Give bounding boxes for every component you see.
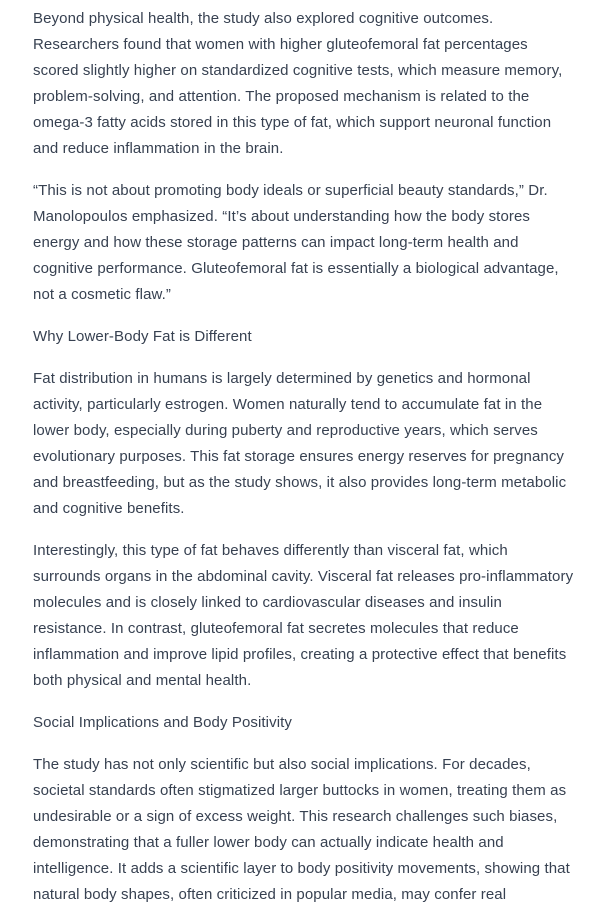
text-line: The study has not only scientific but also social implications. For decades,	[33, 756, 531, 773]
paragraph-fat-distribution	[33, 366, 580, 522]
text-line: surrounds organs in the abdominal cavity. Visceral fat releases pro-inflammatory	[33, 568, 574, 585]
text-line: problem-solving, and attention. The proposed mechanism is related to the	[33, 88, 530, 105]
text-line: activity, particularly estrogen. Women naturally tend to accumulate fat in the	[33, 396, 543, 413]
text-line: molecules and is closely linked to cardiovascular diseases and insulin	[33, 594, 502, 611]
text-line: “This is not about promoting body ideals or superficial beauty standards,” Dr.	[33, 182, 548, 199]
text-line: cognitive performance. Gluteofemoral fat is essentially a biological advantage,	[33, 260, 559, 277]
text-line: intelligence. It adds a scientific layer to body positivity movements, showing that	[33, 860, 570, 877]
text-line: societal standards often stigmatized larger buttocks in women, treating them as	[33, 782, 567, 799]
text-line: Interestingly, this type of fat behaves differently than visceral fat, which	[33, 542, 508, 559]
text-line: resistance. In contrast, gluteofemoral fat secretes molecules that reduce	[33, 620, 519, 637]
section-heading-lower-body-fat: Why Lower-Body Fat is Different	[33, 328, 252, 345]
text-line: Fat distribution in humans is largely determined by genetics and hormonal	[33, 370, 531, 387]
text-line: inflammation and improve lipid profiles, creating a protective effect that benefits	[33, 646, 567, 663]
text-line: lower body, especially during puberty and reproductive years, which serves	[33, 422, 538, 439]
text-line: undesirable or a sign of excess weight. This research challenges such biases,	[33, 808, 558, 825]
text-line: omega-3 fatty acids stored in this type of fat, which support neuronal function	[33, 114, 552, 131]
text-line: natural body shapes, often criticized in popular media, may confer real	[33, 886, 507, 903]
text-line: energy and how these storage patterns can impact long-term health and	[33, 234, 519, 251]
section-heading-social-implications: Social Implications and Body Positivity	[33, 714, 293, 731]
text-line: evolutionary purposes. This fat storage ensures energy reserves for pregnancy	[33, 448, 565, 465]
paragraph-visceral-fat	[33, 538, 580, 694]
text-line: and cognitive benefits.	[33, 500, 185, 517]
text-line: demonstrating that a fuller lower body can actually indicate health and	[33, 834, 504, 851]
text-line: not a cosmetic flaw.”	[33, 286, 171, 303]
text-line: both physical and mental health.	[33, 672, 252, 689]
paragraph-social-implications	[33, 752, 580, 908]
paragraph-quote	[33, 178, 580, 308]
text-line: and breastfeeding, but as the study shows, it also provides long-term metabolic	[33, 474, 567, 491]
text-line: scored slightly higher on standardized cognitive tests, which measure memory,	[33, 62, 563, 79]
text-line: Manolopoulos emphasized. “It’s about understanding how the body stores	[33, 208, 531, 225]
text-line: and reduce inflammation in the brain.	[33, 140, 284, 157]
text-line: Researchers found that women with higher gluteofemoral fat percentages	[33, 36, 528, 53]
paragraph-cognitive-outcomes	[33, 6, 580, 162]
text-line: Beyond physical health, the study also explored cognitive outcomes.	[33, 10, 494, 27]
